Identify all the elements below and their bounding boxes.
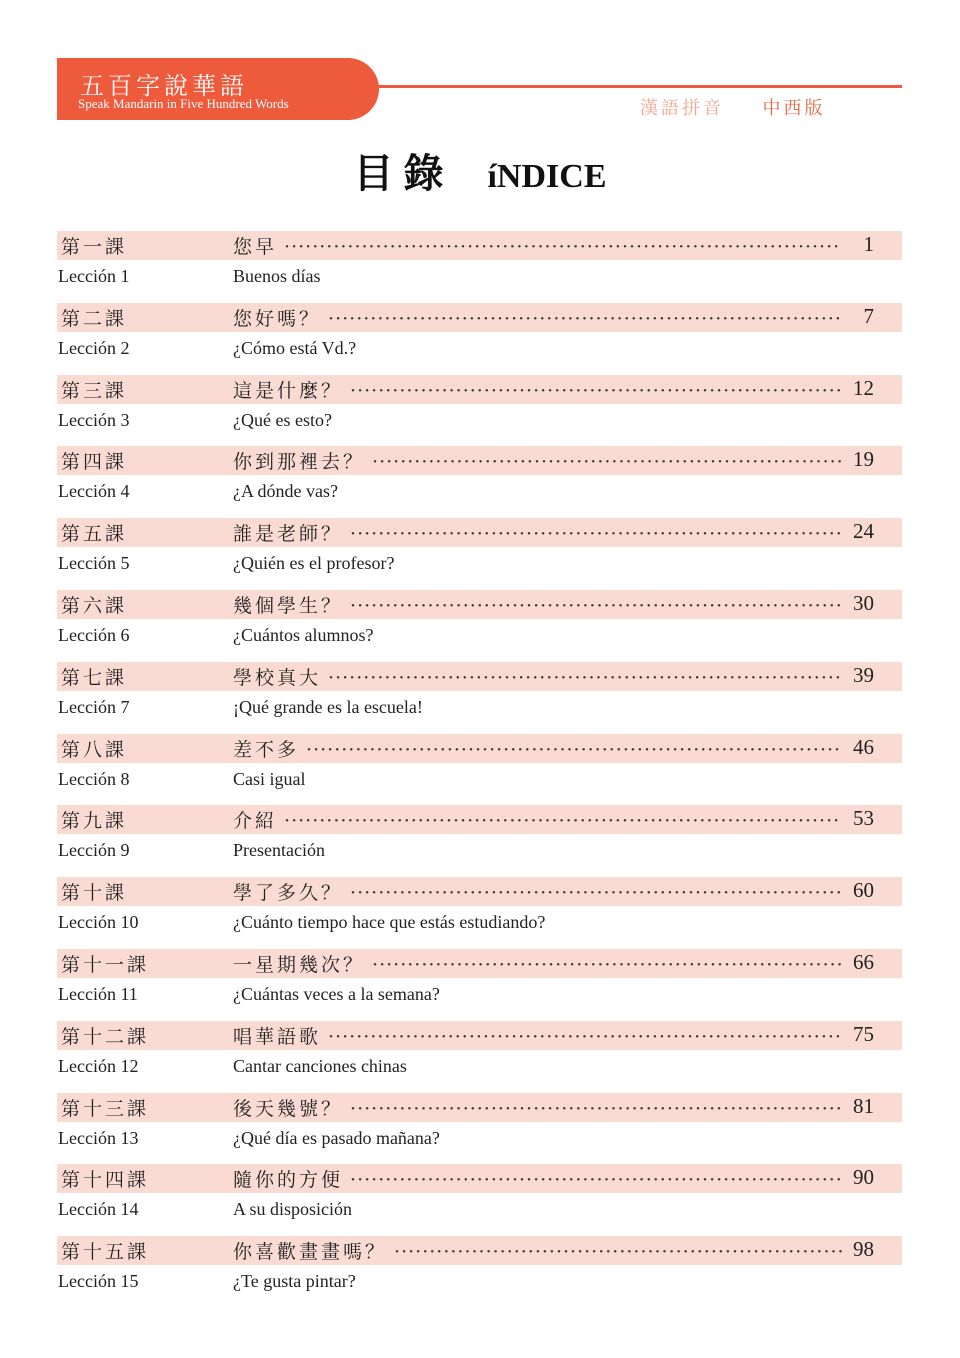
lesson-number-es: Lección 6	[58, 624, 130, 645]
lesson-number-cn: 第九課	[61, 810, 128, 833]
toc-entry[interactable]	[57, 949, 902, 1021]
lesson-title-es: Casi igual	[233, 768, 306, 789]
page-number: 53	[853, 806, 874, 831]
heading-cn: 目錄	[353, 150, 454, 197]
lesson-number-cn: 第二課	[61, 307, 128, 330]
lesson-number-cn: 第十四課	[61, 1169, 150, 1192]
lesson-title-cn: 誰是老師？ ·····	[233, 519, 842, 546]
toc-entry[interactable]	[57, 1021, 902, 1093]
toc-row-cn	[57, 518, 902, 547]
lesson-number-es: Lección 15	[58, 1271, 139, 1292]
toc-row-cn	[57, 303, 902, 332]
lesson-title-es: ¡Qué grande es la escuela!	[233, 696, 423, 717]
lesson-title-es: ¿Cuántas veces a la semana?	[233, 983, 440, 1004]
toc-entry[interactable]	[57, 1093, 902, 1165]
lesson-title-es: ¿Qué es esto?	[233, 409, 332, 430]
book-title-en: Speak Mandarin in Five Hundred Words	[78, 96, 289, 111]
page-number: 12	[853, 375, 874, 400]
toc-entry[interactable]	[57, 1236, 902, 1308]
lesson-number-es: Lección 12	[58, 1055, 139, 1076]
toc-entry[interactable]	[57, 805, 902, 877]
lesson-title-cn: 唱華語歌 ·····	[233, 1022, 842, 1049]
lesson-number-es: Lección 13	[58, 1127, 139, 1148]
lesson-number-es: Lección 4	[58, 481, 130, 502]
lesson-title-es: Cantar canciones chinas	[233, 1055, 407, 1076]
lesson-number-es: Lección 1	[58, 266, 130, 286]
lesson-title-cn: 差不多 ·····	[233, 735, 842, 762]
toc-row-cn	[57, 1164, 902, 1193]
header-rule	[370, 85, 902, 88]
toc-entry[interactable]	[57, 734, 902, 806]
edition-label	[640, 94, 825, 120]
lesson-title-es: ¿Cuántos alumnos?	[233, 624, 374, 645]
lesson-number-es: Lección 5	[58, 553, 130, 574]
page-number: 24	[853, 519, 874, 544]
toc-entry[interactable]	[57, 1164, 902, 1236]
lesson-number-cn: 第八課	[61, 738, 128, 761]
lesson-title-cn: 學了多久？ ·····	[233, 878, 842, 905]
toc-row-cn	[57, 662, 902, 691]
lesson-number-cn: 第十一課	[61, 953, 150, 976]
lesson-title-es: ¿A dónde vas?	[233, 481, 338, 502]
heading-es: íNDICE	[487, 158, 607, 195]
lesson-title-cn: 一星期幾次？ ·····	[233, 950, 842, 977]
page-number: 60	[853, 878, 874, 903]
toc-row-cn	[57, 949, 902, 978]
table-of-contents	[57, 231, 902, 1308]
lesson-title-es: ¿Cuánto tiempo hace que estás estudiando?	[233, 912, 546, 933]
toc-row-cn	[57, 1093, 902, 1122]
lesson-title-cn: 幾個學生？ ·····	[233, 591, 842, 618]
toc-row-cn	[57, 231, 902, 260]
page-number: 46	[853, 734, 874, 759]
page-number: 98	[853, 1237, 874, 1262]
lesson-number-es: Lección 8	[58, 768, 130, 789]
lesson-number-cn: 第四課	[61, 451, 128, 474]
lesson-title-cn: 您早 ·····	[233, 232, 842, 259]
toc-entry[interactable]	[57, 231, 902, 303]
lesson-number-cn: 第十三課	[61, 1097, 150, 1120]
lesson-title-cn: 介紹 ·····	[233, 806, 842, 833]
page-number: 66	[853, 949, 874, 974]
toc-entry[interactable]	[57, 375, 902, 447]
lesson-number-es: Lección 7	[58, 696, 130, 717]
lesson-title-cn: 學校真大 ·····	[233, 663, 842, 690]
edition-language: 中西版	[762, 98, 826, 119]
edition-romanization: 漢語拼音	[640, 98, 724, 119]
toc-entry[interactable]	[57, 446, 902, 518]
lesson-title-es: Presentación	[233, 840, 325, 861]
toc-entry[interactable]	[57, 303, 902, 375]
lesson-title-cn: 你喜歡畫畫嗎？ ·····	[233, 1237, 842, 1264]
page-number: 81	[853, 1093, 874, 1118]
toc-row-cn	[57, 734, 902, 763]
lesson-number-cn: 第五課	[61, 523, 128, 546]
lesson-number-cn: 第十五課	[61, 1241, 150, 1264]
lesson-number-cn: 第十課	[61, 882, 128, 905]
lesson-title-cn: 隨你的方便 ·····	[233, 1165, 842, 1192]
page-number: 90	[853, 1165, 874, 1190]
lesson-title-cn: 後天幾號？ ·····	[233, 1094, 842, 1121]
toc-row-cn	[57, 1021, 902, 1050]
lesson-title-es: A su disposición	[233, 1199, 353, 1220]
lesson-number-cn: 第十二課	[61, 1025, 150, 1048]
toc-row-cn	[57, 590, 902, 619]
lesson-number-es: Lección 2	[58, 337, 130, 358]
lesson-title-es: ¿Qué día es pasado mañana?	[233, 1127, 440, 1148]
toc-entry[interactable]	[57, 877, 902, 949]
page-number: 19	[853, 447, 874, 472]
page-number: 75	[853, 1021, 874, 1046]
lesson-title-cn: 你到那裡去？ ·····	[233, 447, 842, 474]
lesson-title-es: ¿Cómo está Vd.?	[233, 337, 357, 358]
page-number: 39	[853, 662, 874, 687]
lesson-title-cn: 您好嗎？ ·····	[233, 304, 842, 331]
toc-entry[interactable]	[57, 518, 902, 590]
lesson-number-cn: 第七課	[61, 666, 128, 689]
toc-entry[interactable]	[57, 662, 902, 734]
lesson-title-cn: 這是什麼？ ·····	[233, 376, 842, 403]
lesson-number-cn: 第六課	[61, 594, 128, 617]
toc-row-cn	[57, 805, 902, 834]
page-number: 1	[863, 232, 874, 256]
page-number: 7	[863, 303, 874, 328]
lesson-number-es: Lección 14	[58, 1199, 139, 1220]
toc-row-cn	[57, 877, 902, 906]
toc-row-cn	[57, 446, 902, 475]
toc-entry[interactable]	[57, 590, 902, 662]
lesson-title-es: ¿Quién es el profesor?	[233, 553, 395, 574]
page-number: 30	[853, 590, 874, 615]
toc-row-cn	[57, 375, 902, 404]
lesson-number-es: Lección 9	[58, 840, 130, 861]
lesson-number-es: Lección 11	[58, 983, 138, 1004]
lesson-title-es: ¿Te gusta pintar?	[233, 1271, 356, 1292]
lesson-title-es: Buenos días	[233, 266, 321, 286]
lesson-number-es: Lección 10	[58, 912, 139, 933]
book-title-cn: 五百字說華語	[80, 72, 248, 100]
toc-row-cn	[57, 1236, 902, 1265]
lesson-number-es: Lección 3	[58, 409, 130, 430]
lesson-number-cn: 第三課	[61, 379, 128, 402]
page-heading	[0, 142, 960, 199]
lesson-number-cn: 第一課	[61, 236, 128, 258]
